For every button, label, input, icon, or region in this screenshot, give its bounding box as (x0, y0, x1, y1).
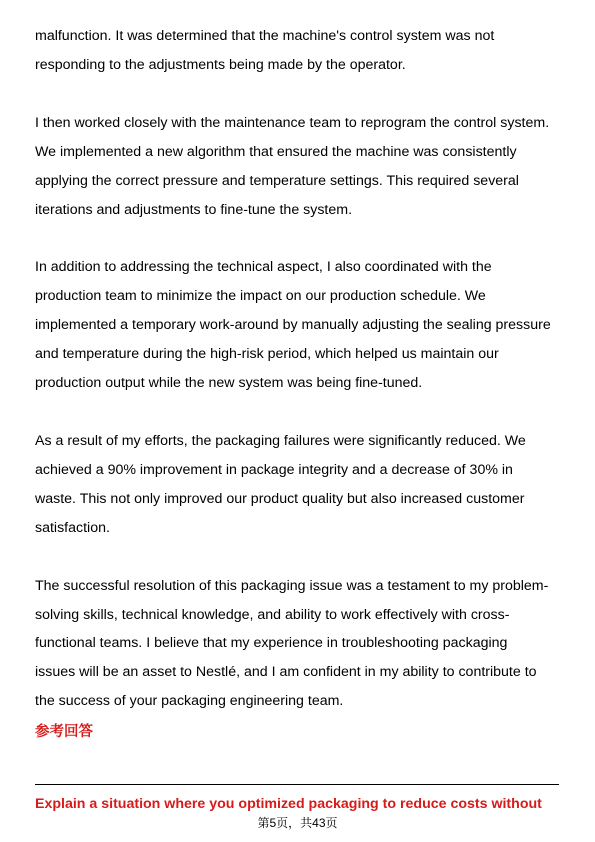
next-question-heading: Explain a situation where you optimized packaging to reduce costs without (35, 796, 542, 812)
section-divider (35, 784, 559, 785)
paragraph-line: and temperature during the high-risk period, which helped us maintain our (35, 346, 499, 363)
paragraph-5 (35, 572, 565, 717)
paragraph-line: malfunction. It was determined that the machine's control system was not (35, 28, 495, 44)
paragraph-3 (35, 253, 565, 398)
paragraph-line: satisfaction. (35, 519, 110, 536)
paragraph-line: The successful resolution of this packaging issue was a testament to my problem- (35, 577, 549, 594)
paragraph-1 (35, 22, 565, 80)
document-body (35, 22, 565, 745)
paragraph-line: waste. This not only improved our product quality but also increased customer (35, 490, 525, 507)
paragraph-line: As a result of my efforts, the packaging failures were significantly reduced. We (35, 432, 526, 449)
paragraph-line: issues will be an asset to Nestlé, and I am confident in my ability to contribute to (35, 664, 537, 681)
paragraph-line: We implemented a new algorithm that ensured the machine was consistently (35, 143, 517, 160)
paragraph-line: production output while the new system was being fine-tuned. (35, 375, 423, 392)
paragraph-line: achieved a 90% improvement in package integrity and a decrease of 30% in (35, 461, 513, 478)
paragraph-line: solving skills, technical knowledge, and ability to work effectively with cross- (35, 606, 510, 623)
paragraph-line: functional teams. I believe that my experience in troubleshooting packaging (35, 635, 508, 652)
paragraph-line: applying the correct pressure and temperature settings. This required several (35, 172, 519, 189)
paragraph-line: the success of your packaging engineering team. (35, 693, 344, 710)
paragraph-line: responding to the adjustments being made by the operator. (35, 56, 406, 73)
paragraph-4 (35, 427, 565, 543)
paragraph-2 (35, 109, 565, 225)
paragraph-line: iterations and adjustments to fine-tune the system. (35, 201, 353, 218)
paragraph-line: I then worked closely with the maintenance team to reprogram the control system. (35, 114, 550, 131)
reference-answer-label: 参考回答 (35, 724, 93, 740)
paragraph-line: In addition to addressing the technical aspect, I also coordinated with the (35, 259, 492, 276)
paragraph-line: implemented a temporary work-around by manually adjusting the sealing pressure (35, 317, 551, 334)
page-number: 第5页，共43页 (257, 816, 338, 830)
paragraph-line: production team to minimize the impact on our production schedule. We (35, 288, 486, 305)
